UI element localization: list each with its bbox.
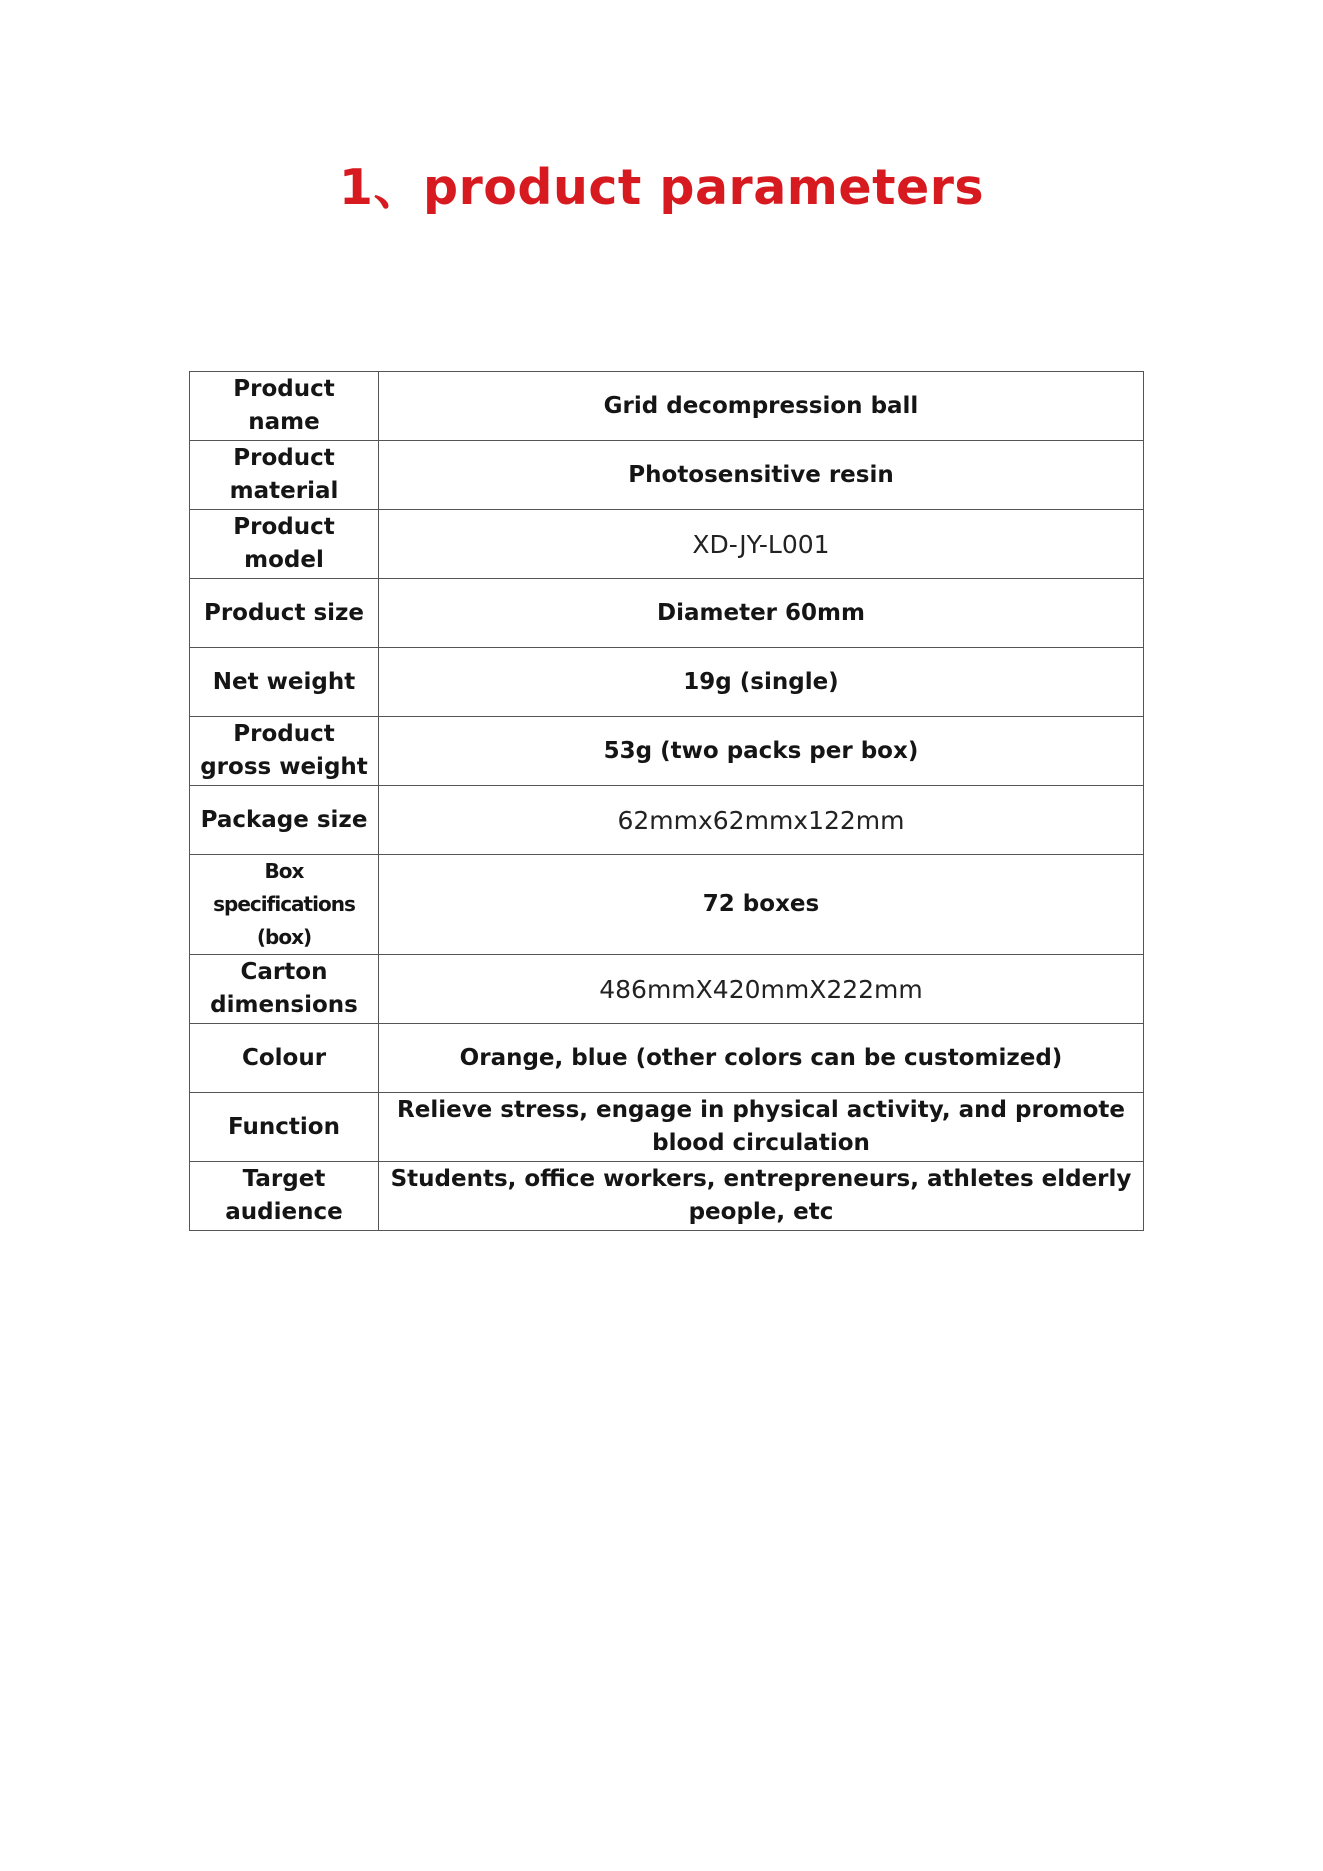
row-label: Colour	[190, 1024, 379, 1093]
row-label: Target audience	[190, 1162, 379, 1231]
table-row	[190, 786, 1144, 855]
row-value: Grid decompression ball	[379, 372, 1144, 441]
row-label: Product name	[190, 372, 379, 441]
row-label: Box specifications (box)	[190, 855, 379, 955]
row-label: Carton dimensions	[190, 955, 379, 1024]
row-value: Students, office workers, entrepreneurs, athletes elderly people, etc	[379, 1162, 1144, 1231]
row-label: Product model	[190, 510, 379, 579]
row-value: 72 boxes	[379, 855, 1144, 955]
row-value: 19g (single)	[379, 648, 1144, 717]
table-row	[190, 372, 1144, 441]
table-row	[190, 1093, 1144, 1162]
row-value: 62mmx62mmx122mm	[379, 786, 1144, 855]
table-row	[190, 510, 1144, 579]
table-row	[190, 648, 1144, 717]
table-row	[190, 579, 1144, 648]
row-value: Orange, blue (other colors can be customized)	[379, 1024, 1144, 1093]
row-label: Package size	[190, 786, 379, 855]
row-label: Product material	[190, 441, 379, 510]
page-title: 1、product parameters	[338, 159, 985, 216]
table-row	[190, 955, 1144, 1024]
row-label: Net weight	[190, 648, 379, 717]
table-row	[190, 1024, 1144, 1093]
table-row	[190, 717, 1144, 786]
table-row	[190, 1162, 1144, 1231]
table-row	[190, 855, 1144, 955]
row-value: Photosensitive resin	[379, 441, 1144, 510]
row-label: Product size	[190, 579, 379, 648]
row-value: Relieve stress, engage in physical activity, and promote blood circulation	[379, 1093, 1144, 1162]
row-value: Diameter 60mm	[379, 579, 1144, 648]
row-value: 53g (two packs per box)	[379, 717, 1144, 786]
row-label: Function	[190, 1093, 379, 1162]
product-parameters-table	[189, 371, 1144, 1231]
row-label: Product gross weight	[190, 717, 379, 786]
row-value: 486mmX420mmX222mm	[379, 955, 1144, 1024]
table-row	[190, 441, 1144, 510]
row-value: XD-JY-L001	[379, 510, 1144, 579]
